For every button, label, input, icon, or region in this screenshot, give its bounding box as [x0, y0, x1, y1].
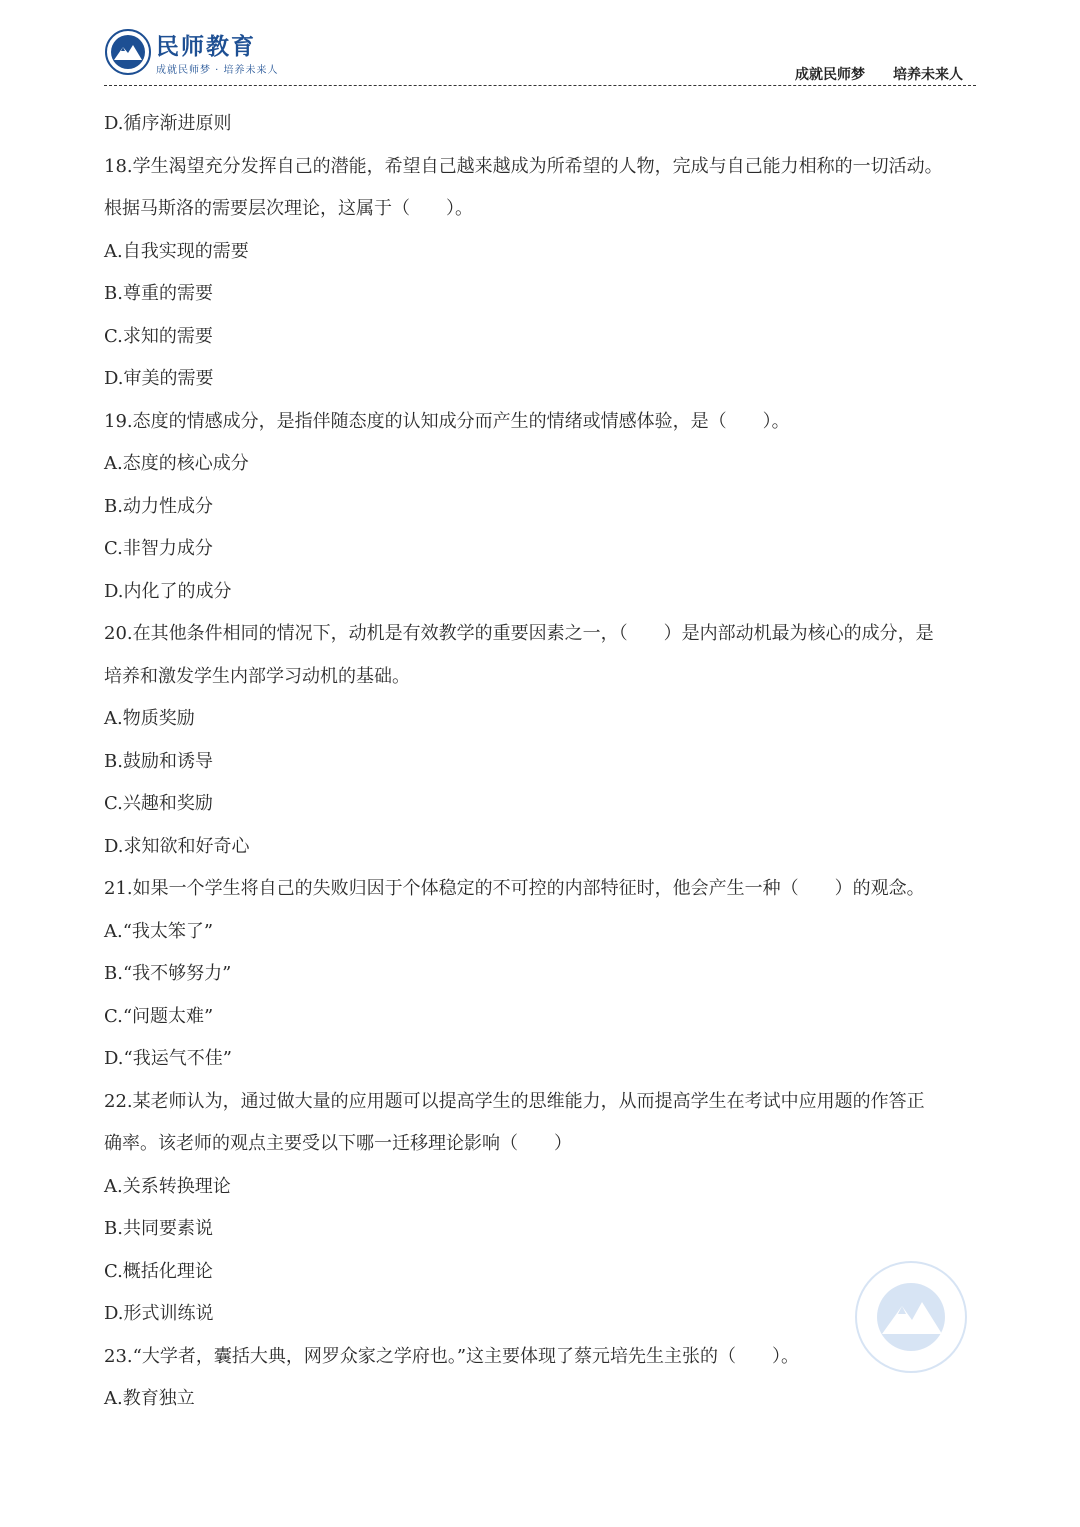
question-22-stem-cont: 确率。该老师的观点主要受以下哪一迁移理论影响（ ） [104, 1133, 572, 1154]
question-22-stem: 22.某老师认为，通过做大量的应用题可以提高学生的思维能力，从而提高学生在考试中应用题的作答正 [104, 1090, 925, 1112]
header-slogan-1: 成就民师梦 [795, 67, 865, 83]
option: C.“问题太难” [104, 1005, 214, 1027]
option: A.态度的核心成分 [104, 453, 249, 474]
question-18-stem: 18.学生渴望充分发挥自己的潜能，希望自己越来越成为所希望的人物，完成与自己能力相称的一切活动。 [104, 155, 943, 177]
option: A.自我实现的需要 [104, 240, 249, 262]
page-header [0, 0, 1080, 92]
option: A.物质奖励 [104, 708, 195, 729]
question-20-stem-cont: 培养和激发学生内部学习动机的基础。 [104, 665, 410, 687]
question-23-stem: 23.“大学者，囊括大典，网罗众家之学府也。”这主要体现了蔡元培先生主张的（ ）。 [104, 1345, 800, 1367]
option: A.关系转换理论 [104, 1175, 231, 1197]
logo-icon [104, 28, 152, 76]
question-list [104, 103, 984, 1421]
option: C.兴趣和奖励 [104, 793, 213, 814]
option: A.教育独立 [104, 1388, 195, 1409]
brand-slogan: 成就民师梦 · 培养未来人 [156, 65, 279, 76]
watermark-logo-icon [852, 1258, 970, 1376]
option: B.鼓励和诱导 [104, 750, 213, 772]
question-21-stem: 21.如果一个学生将自己的失败归因于个体稳定的不可控的内部特征时，他会产生一种（ ）的观念。 [104, 878, 925, 899]
option: D.求知欲和好奇心 [104, 835, 250, 857]
header-slogan [767, 64, 963, 84]
option: C.非智力成分 [104, 538, 213, 559]
header-slogan-2: 培养未来人 [893, 67, 963, 83]
question-20-stem: 20.在其他条件相同的情况下，动机是有效教学的重要因素之一，（ ）是内部动机最为核心的成分，是 [104, 623, 934, 644]
question-19-stem: 19.态度的情感成分，是指伴随态度的认知成分而产生的情绪或情感体验，是（ ）。 [104, 410, 790, 432]
option: B.动力性成分 [104, 495, 213, 517]
option: A.“我太笨了” [104, 920, 214, 942]
header-divider [104, 85, 976, 86]
question-18-stem-cont: 根据马斯洛的需要层次理论，这属于（ ）。 [104, 198, 473, 219]
option: D.审美的需要 [104, 368, 214, 389]
option: C.求知的需要 [104, 325, 213, 347]
option: B.“我不够努力” [104, 963, 232, 984]
option: D.“我运气不佳” [104, 1048, 232, 1069]
option: D.内化了的成分 [104, 580, 232, 602]
option: C.概括化理论 [104, 1260, 213, 1282]
option: B.共同要素说 [104, 1218, 213, 1239]
text-line: D.循序渐进原则 [104, 113, 232, 134]
brand-name: 民师教育 [156, 34, 256, 60]
option: B.尊重的需要 [104, 283, 213, 304]
option: D.形式训练说 [104, 1303, 214, 1324]
